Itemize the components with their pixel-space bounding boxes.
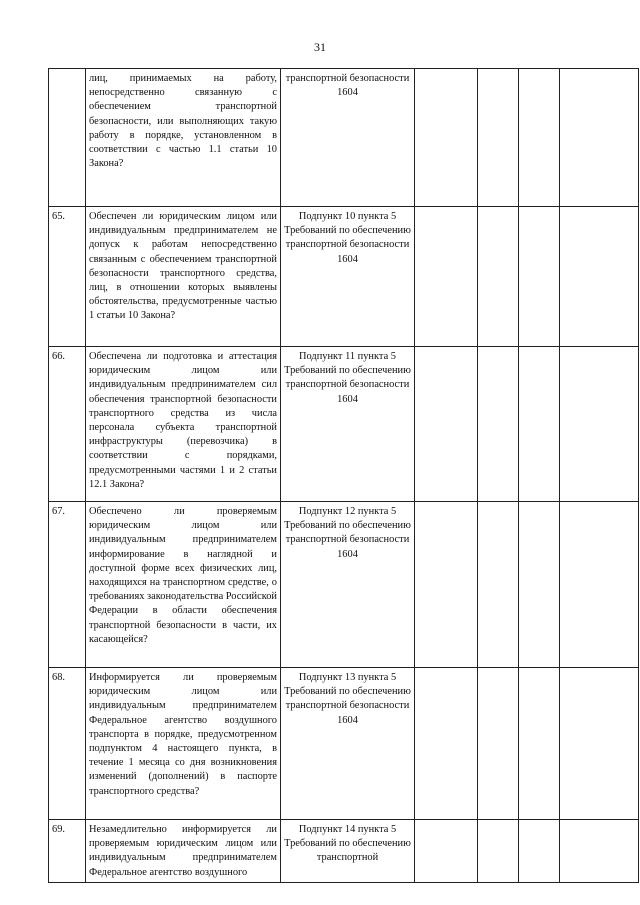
table-row	[49, 502, 639, 668]
legal-basis: Подпункт 13 пункта 5 Требований по обеспечению транспортной безопасности 1604	[281, 668, 415, 820]
table-row	[49, 820, 639, 883]
row-number: 66.	[49, 347, 86, 502]
answer-cell	[478, 207, 519, 347]
answer-cell	[478, 668, 519, 820]
legal-basis: транспортной безопасности 1604	[281, 69, 415, 207]
table-row	[49, 347, 639, 502]
answer-cell	[519, 668, 560, 820]
answer-cell	[415, 668, 478, 820]
table-row	[49, 668, 639, 820]
answer-cell	[415, 347, 478, 502]
answer-cell	[415, 820, 478, 883]
answer-cell	[519, 502, 560, 668]
question-text: Обеспечен ли юридическим лицом или индивидуальным предпринимателем не допуск к работам непосредственно связанным с обеспечением транспортной безопасности транспортного средства, лиц, в отношении которых выявлены обстоятельства, предусмотренные частью 1 статьи 10 Закона?	[86, 207, 281, 347]
page-number: 31	[314, 40, 326, 54]
table-row	[49, 69, 639, 207]
row-number: 68.	[49, 668, 86, 820]
row-number	[49, 69, 86, 207]
checklist-table	[48, 68, 639, 883]
answer-cell	[560, 502, 639, 668]
answer-cell	[519, 347, 560, 502]
row-number: 69.	[49, 820, 86, 883]
legal-basis: Подпункт 11 пункта 5 Требований по обеспечению транспортной безопасности 1604	[281, 347, 415, 502]
answer-cell	[519, 207, 560, 347]
row-number: 67.	[49, 502, 86, 668]
answer-cell	[560, 820, 639, 883]
question-text: Незамедлительно информируется ли проверяемым юридическим лицом или индивидуальным предпринимателем Федеральное агентство воздушного	[86, 820, 281, 883]
answer-cell	[560, 347, 639, 502]
legal-basis: Подпункт 14 пункта 5 Требований по обеспечению транспортной	[281, 820, 415, 883]
row-number: 65.	[49, 207, 86, 347]
answer-cell	[560, 207, 639, 347]
question-text: Информируется ли проверяемым юридическим лицом или индивидуальным предпринимателем Федеральное агентство воздушного транспорта в порядке, предусмотренном подпунктом 4 настоящего пункта, в течение 1 месяца со дня возникновения изменений (дополнений) в паспорте транспортного средства?	[86, 668, 281, 820]
answer-cell	[519, 820, 560, 883]
answer-cell	[478, 502, 519, 668]
answer-cell	[415, 207, 478, 347]
legal-basis: Подпункт 12 пункта 5 Требований по обеспечению транспортной безопасности 1604	[281, 502, 415, 668]
question-text: Обеспечена ли подготовка и аттестация юридическим лицом или индивидуальным предпринимателем сил обеспечения транспортной безопасности транспортного средства из числа персонала субъекта транспортной инфраструктуры (перевозчика) в соответствии с порядками, предусмотренными частями 1 и 2 статьи 12.1 Закона?	[86, 347, 281, 502]
question-text: лиц, принимаемых на работу, непосредственно связанную с обеспечением транспортной безопасности, или выполняющих такую работу в порядке, установленном в соответствии с частью 1.1 статьи 10 Закона?	[86, 69, 281, 207]
answer-cell	[478, 69, 519, 207]
answer-cell	[519, 69, 560, 207]
answer-cell	[415, 502, 478, 668]
answer-cell	[560, 69, 639, 207]
answer-cell	[560, 668, 639, 820]
answer-cell	[415, 69, 478, 207]
question-text: Обеспечено ли проверяемым юридическим лицом или индивидуальным предпринимателем информирование в наглядной и доступной форме всех физических лиц, находящихся на транспортном средстве, о требованиях законодательства Российской Федерации в области обеспечения транспортной безопасности в части, их касающейся?	[86, 502, 281, 668]
legal-basis: Подпункт 10 пункта 5 Требований по обеспечению транспортной безопасности 1604	[281, 207, 415, 347]
table-row	[49, 207, 639, 347]
answer-cell	[478, 820, 519, 883]
answer-cell	[478, 347, 519, 502]
